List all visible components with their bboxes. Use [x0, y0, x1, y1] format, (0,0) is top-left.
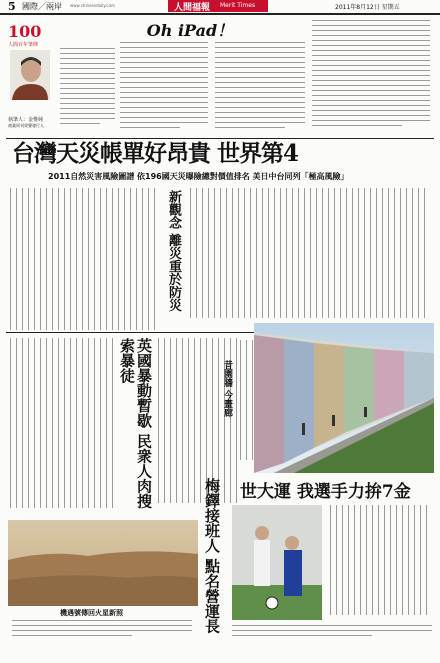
page-number: 5: [8, 0, 16, 13]
main-story-text-right: [190, 188, 430, 318]
author-caption: 執筆人：金惟純: [8, 117, 44, 123]
header-url: www.chinesedaily.com: [70, 3, 115, 8]
logo-100: 100: [8, 22, 42, 41]
main-headline: 台灣天災帳單好昂貴 世界第4: [12, 140, 299, 167]
masthead-english: Merit Times: [220, 2, 256, 9]
berlin-wall-photo: [254, 323, 434, 473]
berlin-label: 昔圍牆 今畫廊: [222, 360, 232, 418]
sidebar-title: 新觀念 離災重於防災: [166, 190, 181, 312]
soccer-caption: [232, 625, 432, 640]
uk-riot-headline: 英國暴動暫歇 民衆人肉搜索暴徒: [118, 338, 153, 509]
column-heading: Oh iPad！: [146, 21, 234, 40]
column-body-1: [120, 42, 208, 132]
mars-text: [12, 620, 192, 640]
author-photo: [10, 50, 50, 100]
column-logo: [8, 22, 52, 50]
mars-caption: 機遇號傳回火星新照: [60, 609, 123, 617]
logo-caption: 人間百年筆陣: [8, 42, 39, 48]
masthead: [168, 0, 268, 12]
masthead-title: 人間福報: [174, 3, 211, 13]
main-story-text-left: [10, 188, 160, 330]
uk-story-text: [10, 338, 118, 508]
column-body-2: [215, 42, 305, 132]
mei-headline: 梅鐸接班人 點名營運長: [203, 478, 221, 634]
divider: [6, 138, 434, 139]
mars-photo: [8, 520, 198, 606]
soccer-photo: [232, 505, 322, 620]
section-label: 國際／兩岸: [22, 2, 62, 11]
issue-date: 2011年8月12日 星期五: [335, 4, 400, 11]
page-header: [0, 0, 440, 15]
column-text-left: [60, 48, 115, 128]
author-title: 商業周刊榮譽發行人: [8, 123, 44, 128]
universiade-text: [330, 505, 432, 615]
main-subheadline: 2011自然災害風險圖譜 依196國天災曝險總對價值排名 美日中台同列「極高風險」: [48, 172, 349, 181]
universiade-headline: 世大運 我選手力拚7金: [240, 482, 411, 502]
column-body-3: [312, 20, 430, 130]
